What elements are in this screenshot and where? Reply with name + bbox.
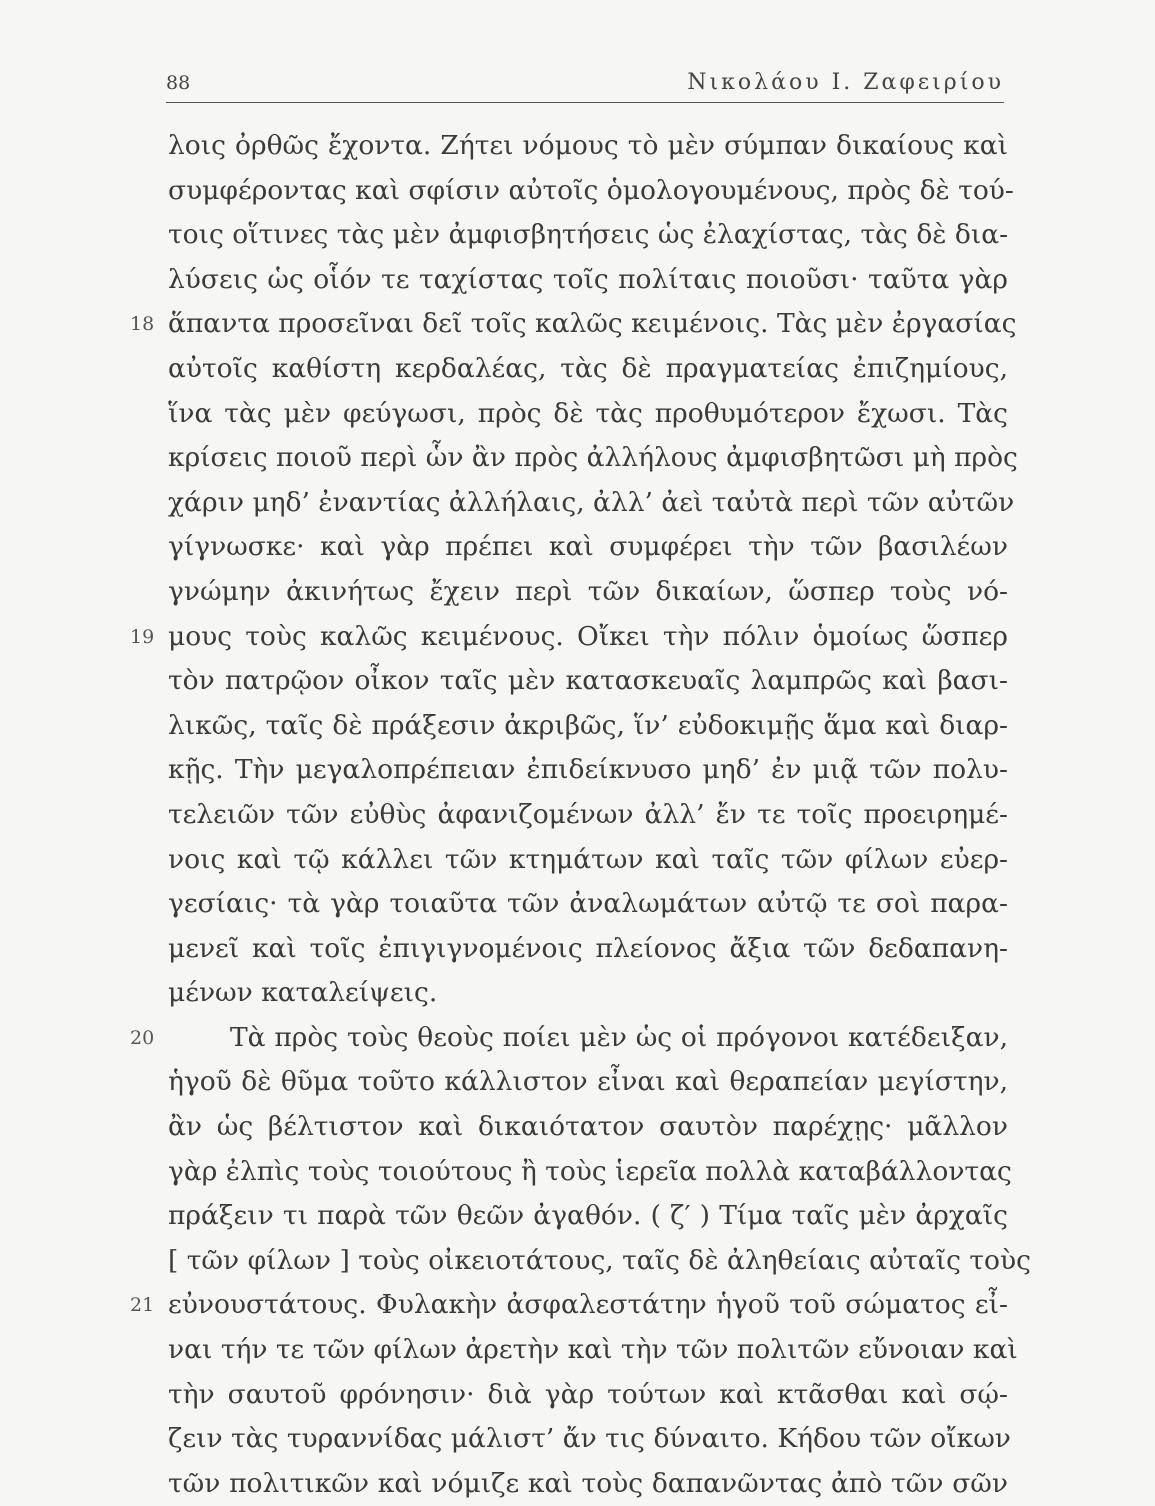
line-text: χάριν μηδ’ ἐναντίας ἀλλήλαις, ἀλλ’ ἀεὶ ταὐτὰ περὶ τῶν αὐτῶν — [168, 486, 1015, 518]
page-number: 88 — [166, 72, 191, 94]
text-line — [168, 1150, 1012, 1195]
text-line — [168, 927, 1008, 972]
line-text: [ τῶν φίλων ] τοὺς οἰκειοτάτους, ταῖς δὲ ἀληθείαις αὐταῖς τοὺς — [168, 1244, 1031, 1276]
page-header — [166, 66, 1004, 106]
line-text: Τὰ πρὸς τοὺς θεοὺς ποίει μὲν ὡς οἱ πρόγονοι κατέδειξαν, — [230, 1021, 1008, 1053]
line-text: συμφέροντας καὶ σφίσιν αὐτοῖς ὁμολογουμένους, πρὸς δὲ τού- — [168, 174, 1014, 206]
section-number: 18 — [130, 313, 155, 336]
section-number: 21 — [130, 1294, 155, 1317]
text-line — [168, 838, 1008, 883]
line-text: τὴν σαυτοῦ φρόνησιν· διὰ γὰρ τούτων καὶ κτᾶσθαι καὶ σῴ- — [168, 1378, 1008, 1410]
line-text: τελειῶν τῶν εὐθὺς ἀφανιζομένων ἀλλ’ ἔν τε τοῖς προειρημέ- — [168, 798, 1008, 830]
text-line — [130, 302, 1017, 347]
text-line — [168, 124, 1008, 169]
line-text: λύσεις ὡς οἷόν τε ταχίστας τοῖς πολίταις ποιοῦσι· ταῦτα γὰρ — [168, 263, 1008, 295]
header-rule — [166, 102, 1004, 103]
text-line — [130, 1283, 1008, 1328]
text-line — [168, 1373, 1008, 1418]
text-line — [168, 213, 1008, 258]
line-text: γνώμην ἀκινήτως ἔχειν περὶ τῶν δικαίων, ὥσπερ τοὺς νό- — [168, 575, 1008, 607]
text-line — [168, 570, 1008, 615]
line-text: ναι τήν τε τῶν φίλων ἀρετὴν καὶ τὴν τῶν πολιτῶν εὔνοιαν καὶ — [168, 1334, 1018, 1366]
line-text: μενεῖ καὶ τοῖς ἐπιγιγνομένοις πλείονος ἄξια τῶν δεδαπανη- — [168, 932, 1008, 964]
body-text — [130, 124, 1031, 1506]
text-line — [168, 169, 1014, 214]
line-text: μένων καταλείψεις. — [168, 977, 438, 1009]
line-text: λικῶς, ταῖς δὲ πράξεσιν ἀκριβῶς, ἵν’ εὐδοκιμῇς ἅμα καὶ διαρ- — [168, 709, 1008, 741]
text-line — [168, 258, 1008, 303]
text-line — [168, 971, 1008, 1016]
line-text: τὸν πατρῷον οἶκον ταῖς μὲν κατασκευαῖς λαμπρῶς καὶ βασι- — [168, 665, 1008, 697]
text-line — [168, 748, 1008, 793]
text-line — [168, 793, 1008, 838]
text-line — [168, 481, 1015, 526]
line-text: ἡγοῦ δὲ θῦμα τοῦτο κάλλιστον εἶναι καὶ θεραπείαν μεγίστην, — [168, 1066, 1008, 1098]
section-number: 20 — [130, 1026, 155, 1049]
text-line — [168, 659, 1008, 704]
line-text: γὰρ ἐλπὶς τοὺς τοιούτους ἢ τοὺς ἱερεῖα πολλὰ καταβάλλοντας — [168, 1155, 1012, 1187]
text-line — [168, 882, 1008, 927]
line-text: τῶν πολιτικῶν καὶ νόμιζε καὶ τοὺς δαπανῶντας ἀπὸ τῶν σῶν — [168, 1467, 1008, 1499]
text-line — [168, 1194, 1008, 1239]
text-line — [130, 1016, 1008, 1061]
text-line — [168, 1239, 1031, 1284]
line-text: ζειν τὰς τυραννίδας μάλιστ’ ἄν τις δύναιτο. Κήδου τῶν οἴκων — [168, 1423, 1011, 1455]
line-text: γίγνωσκε· καὶ γὰρ πρέπει καὶ συμφέρει τὴν τῶν βασιλέων — [168, 531, 1008, 563]
text-line — [168, 1060, 1008, 1105]
line-text: ἂν ὡς βέλτιστον καὶ δικαιότατον σαυτὸν παρέχῃς· μᾶλλον — [168, 1111, 1008, 1143]
section-number: 19 — [130, 625, 155, 648]
line-text: εὐνουστάτους. Φυλακὴν ἀσφαλεστάτην ἡγοῦ τοῦ σώματος εἶ- — [168, 1289, 1008, 1321]
text-line — [168, 392, 1008, 437]
line-text: λοις ὀρθῶς ἔχοντα. Ζήτει νόμους τὸ μὲν σύμπαν δικαίους καὶ — [168, 130, 1008, 161]
text-line — [168, 525, 1008, 570]
line-text: ἅπαντα προσεῖναι δεῖ τοῖς καλῶς κειμένοις. Τὰς μὲν ἐργασίας — [168, 308, 1017, 340]
text-line — [168, 436, 1018, 481]
text-line — [168, 704, 1008, 749]
line-text: γεσίαις· τὰ γὰρ τοιαῦτα τῶν ἀναλωμάτων αὐτῷ τε σοὶ παρα- — [168, 888, 1008, 920]
line-text: τοις οἵτινες τὰς μὲν ἀμφισβητήσεις ὡς ἐλαχίστας, τὰς δὲ δια- — [168, 219, 1009, 251]
line-text: κρίσεις ποιοῦ περὶ ὧν ἂν πρὸς ἀλλήλους ἀμφισβητῶσι μὴ πρὸς — [168, 442, 1018, 474]
line-text: ἵνα τὰς μὲν φεύγωσι, πρὸς δὲ τὰς προθυμότερον ἔχωσι. Τὰς — [168, 397, 1008, 429]
running-head: Νικολάου Ι. Ζαφειρίου — [687, 70, 1004, 95]
line-text: κῇς. Τὴν μεγαλοπρέπειαν ἐπιδείκνυσο μηδ’ ἐν μιᾷ τῶν πολυ- — [168, 754, 1008, 786]
text-line — [168, 1105, 1008, 1150]
text-line — [130, 615, 1008, 660]
line-text: πράξειν τι παρὰ τῶν θεῶν ἀγαθόν. ( ζ′ ) Τίμα ταῖς μὲν ἀρχαῖς — [168, 1200, 1008, 1232]
line-text: νοις καὶ τῷ κάλλει τῶν κτημάτων καὶ ταῖς τῶν φίλων εὐερ- — [168, 843, 1008, 875]
text-line — [168, 1328, 1018, 1373]
line-text: μους τοὺς καλῶς κειμένους. Οἴκει τὴν πόλιν ὁμοίως ὥσπερ — [168, 620, 1008, 652]
text-line — [168, 1417, 1011, 1462]
text-line — [168, 1462, 1008, 1506]
text-line — [168, 347, 1008, 392]
line-text: αὐτοῖς καθίστη κερδαλέας, τὰς δὲ πραγματείας ἐπιζημίους, — [168, 352, 1008, 384]
